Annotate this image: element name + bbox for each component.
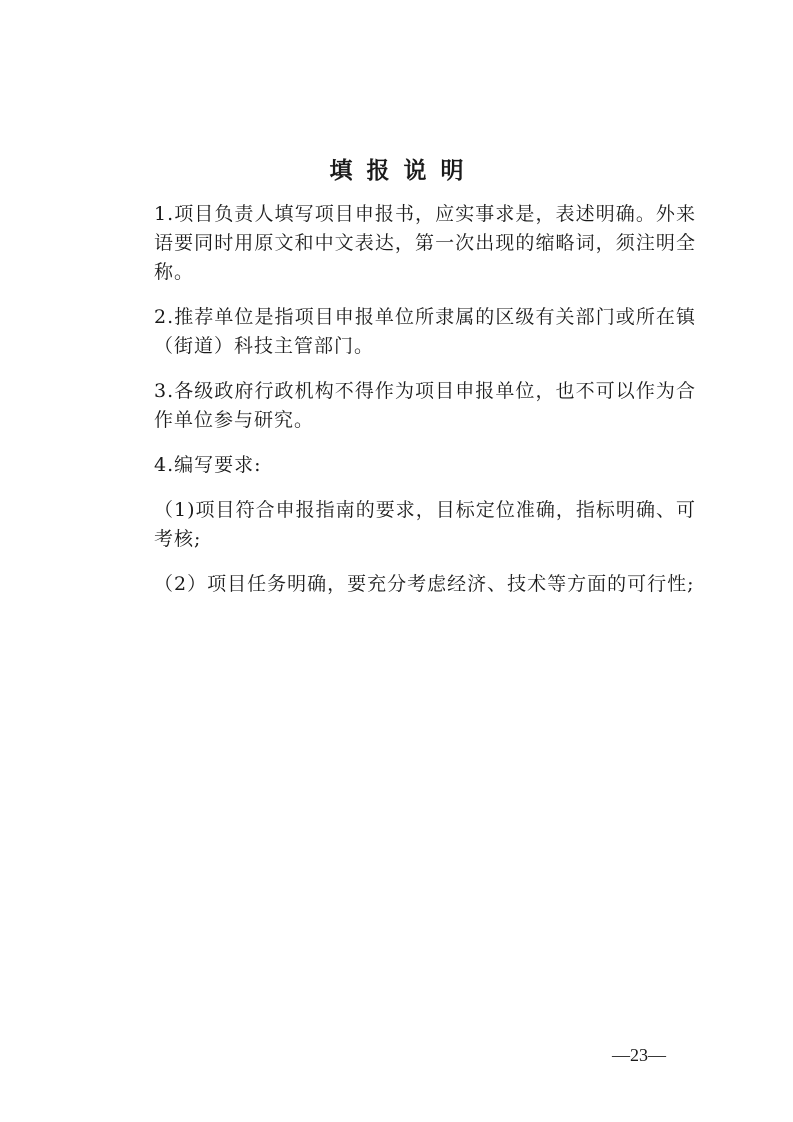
document-body bbox=[154, 200, 696, 615]
paragraph-4: 4.编写要求: bbox=[154, 454, 262, 476]
page-number: —23— bbox=[612, 1045, 666, 1065]
paragraph-6: （2）项目任务明确，要充分考虑经济、技术等方面的可行性; bbox=[154, 573, 695, 595]
paragraph-3: 3.各级政府行政机构不得作为项目申报单位，也不可以作为合作单位参与研究。 bbox=[154, 380, 696, 431]
paragraph-2: 2.推荐单位是指项目申报单位所隶属的区级有关部门或所在镇（街道）科技主管部门。 bbox=[154, 306, 696, 357]
document-title: 填报说明 bbox=[329, 157, 478, 184]
paragraph-1: 1.项目负责人填写项目申报书，应实事求是，表述明确。外来语要同时用原文和中文表达，第一次出现的缩略词，须注明全称。 bbox=[154, 203, 696, 283]
paragraph-5: （1)项目符合申报指南的要求，目标定位准确，指标明确、可考核; bbox=[154, 499, 696, 550]
